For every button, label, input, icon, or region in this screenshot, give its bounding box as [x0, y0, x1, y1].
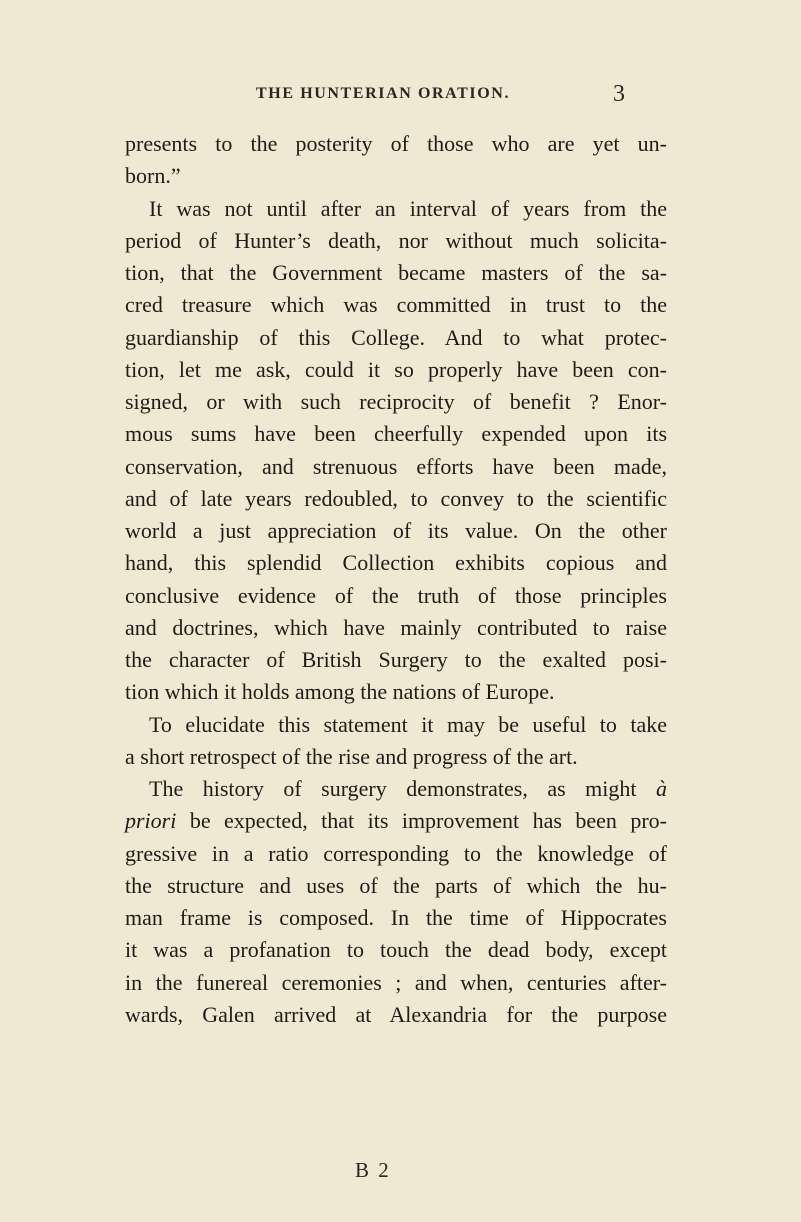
text-line: It was not until after an interval of years from the — [149, 195, 667, 221]
text-line: signed, or with such reciprocity of benefit ? Enor- — [125, 389, 667, 414]
text-line: and of late years redoubled, to convey to the scientific — [125, 485, 667, 511]
running-head — [0, 81, 801, 115]
text-line: gressive in a ratio corresponding to the knowledge of — [125, 840, 667, 866]
text-line: conservation, and strenuous efforts have been made, — [125, 453, 667, 479]
page-number: 3 — [613, 81, 625, 107]
text-line: and doctrines, which have mainly contributed to raise — [125, 614, 667, 640]
text-line: the character of British Surgery to the exalted posi- — [125, 647, 667, 672]
text-line: tion, that the Government became masters of the sa- — [125, 260, 667, 285]
text-line: a short retrospect of the rise and progress of the art. — [125, 743, 578, 769]
text-line: period of Hunter’s death, nor without much solicita- — [125, 227, 667, 253]
running-head-title: THE HUNTERIAN ORATION. — [256, 85, 511, 102]
text-line: tion which it holds among the nations of Europe. — [125, 679, 555, 705]
signature-mark: B 2 — [355, 1158, 391, 1182]
text-line: cred treasure which was committed in trust to the — [125, 292, 667, 318]
text-line: the structure and uses of the parts of which the hu- — [125, 872, 667, 898]
text-line: in the funereal ceremonies ; and when, centuries after- — [125, 969, 667, 995]
text-line: born.” — [125, 163, 181, 189]
text-line-with-italic — [125, 773, 667, 805]
text-line: To elucidate this statement it may be useful to take — [149, 711, 667, 737]
body-text — [125, 128, 667, 1031]
italic-priori: priori — [125, 808, 177, 834]
text-line: tion, let me ask, could it so properly have been con- — [125, 356, 667, 382]
text-line-segment: The history of surgery demonstrates, as might — [149, 776, 637, 801]
text-line: world a just appreciation of its value. On the other — [125, 518, 667, 543]
text-line: guardianship of this College. And to what protec- — [125, 324, 667, 350]
italic-a-priori-prefix: à — [656, 776, 668, 801]
text-line: conclusive evidence of the truth of those principles — [125, 582, 667, 608]
text-line-segment: be expected, that its improvement has been pro- — [189, 808, 667, 834]
text-line: presents to the posterity of those who are yet un- — [125, 131, 667, 156]
text-line: wards, Galen arrived at Alexandria for the purpose — [125, 1001, 667, 1027]
text-line: mous sums have been cheerfully expended upon its — [125, 421, 667, 447]
text-line: hand, this splendid Collection exhibits copious and — [125, 550, 667, 576]
text-line: it was a profanation to touch the dead body, except — [125, 937, 667, 963]
text-line: man frame is composed. In the time of Hippocrates — [125, 905, 667, 930]
text-line-with-italic — [125, 805, 667, 837]
